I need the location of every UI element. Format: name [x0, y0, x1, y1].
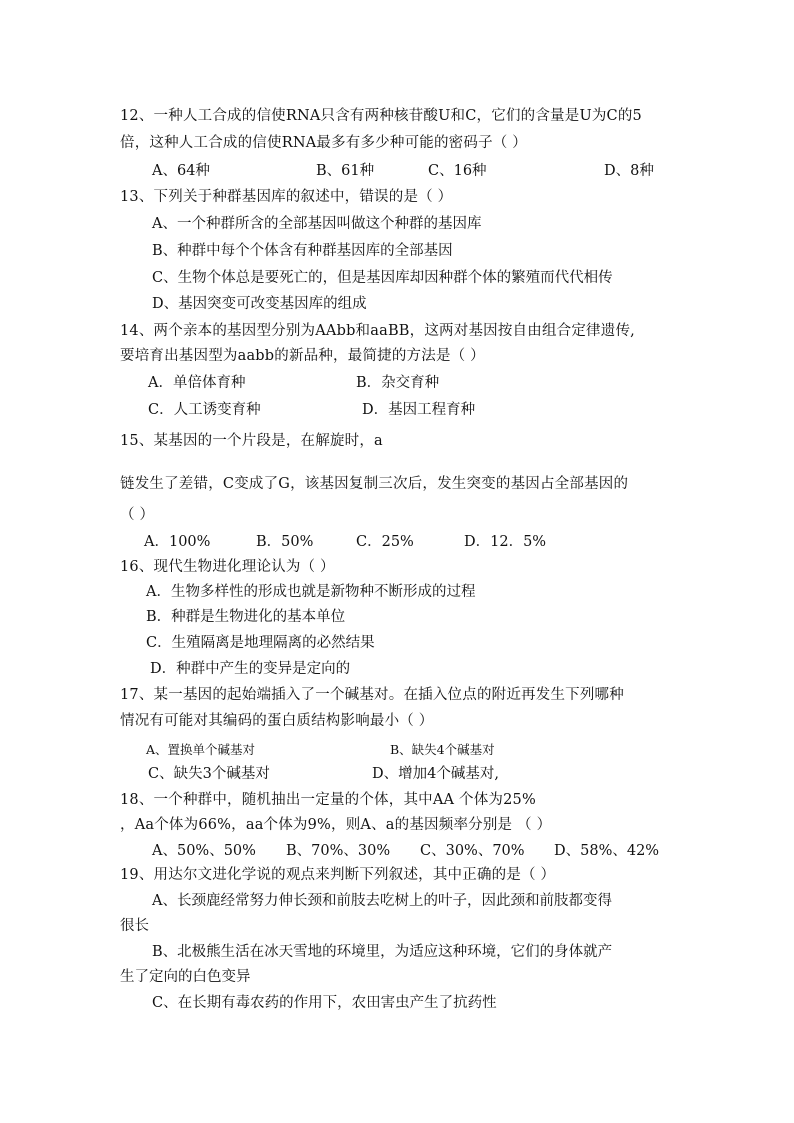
- q18-line1: 18、一个种群中，随机抽出一定量的个体，其中AA 个体为25%: [120, 792, 536, 808]
- q12-option-c: C、16种: [428, 163, 487, 179]
- q19-stem: 19、用达尔文进化学说的观点来判断下列叙述，其中正确的是（ ）: [120, 867, 556, 883]
- q12-option-b: B、61种: [316, 163, 375, 179]
- q15-option-a: A．100%: [144, 534, 211, 550]
- q18-option-d: D、58%、42%: [554, 843, 660, 859]
- q17-option-c: C、缺失3个碱基对: [148, 766, 270, 782]
- q18-option-b: B、70%、30%: [286, 843, 391, 859]
- q17-option-a: A、置换单个碱基对: [146, 742, 256, 757]
- q16-option-d: D．种群中产生的变异是定向的: [150, 661, 351, 677]
- q12-option-a: A、64种: [152, 163, 210, 179]
- q12-line1: 12、一种人工合成的信使RNA只含有两种核苷酸U和C，它们的含量是U为C的5: [120, 108, 642, 124]
- q14-line1: 14、两个亲本的基因型分别为AAbb和aaBB，这两对基因按自由组合定律遗传,: [120, 323, 635, 339]
- q18-option-c: C、30%、70%: [420, 843, 525, 859]
- q15-line1: 15、某基因的一个片段是，在解旋时，a: [120, 433, 383, 449]
- q13-option-c: C、生物个体总是要死亡的，但是基因库却因种群个体的繁殖而代代相传: [152, 270, 613, 286]
- q16-option-c: C．生殖隔离是地理隔离的必然结果: [146, 635, 375, 651]
- q19-option-b-line1: B、北极熊生活在冰天雪地的环境里，为适应这种环境，它们的身体就产: [152, 944, 613, 960]
- q13-option-b: B、种群中每个个体含有种群基因库的全部基因: [152, 243, 453, 259]
- q16-option-a: A．生物多样性的形成也就是新物种不断形成的过程: [146, 584, 476, 600]
- q19-option-a-line2: 很长: [120, 918, 149, 934]
- q17-line2: 情况有可能对其编码的蛋白质结构影响最小（ ）: [120, 713, 434, 729]
- q13-option-d: D、基因突变可改变基因库的组成: [152, 296, 367, 312]
- q16-option-b: B．种群是生物进化的基本单位: [146, 609, 346, 625]
- q12-line2: 倍，这种人工合成的信使RNA最多有多少种可能的密码子（ ）: [120, 135, 527, 151]
- q18-option-a: A、50%、50%: [152, 843, 256, 859]
- q15-option-d: D．12．5%: [464, 534, 547, 550]
- q19-option-c: C、在长期有毒农药的作用下，农田害虫产生了抗药性: [152, 995, 497, 1011]
- q12-option-d: D、8种: [604, 163, 654, 179]
- q14-line2: 要培育出基因型为aabb的新品种，最简捷的方法是（ ）: [120, 348, 485, 364]
- q16-stem: 16、现代生物进化理论认为（ ）: [120, 559, 335, 575]
- q14-option-a: A．单倍体育种: [148, 375, 246, 391]
- q17-line1: 17、某一基因的起始端插入了一个碱基对。在插入位点的附近再发生下列哪种: [120, 687, 624, 703]
- q13-stem: 13、下列关于种群基因库的叙述中，错误的是（ ）: [120, 189, 453, 205]
- q15-line2: 链发生了差错，C变成了G，该基因复制三次后，发生突变的基因占全部基因的: [120, 476, 629, 492]
- q14-option-c: C．人工诱变育种: [148, 402, 261, 418]
- q14-option-b: B．杂交育种: [356, 375, 440, 391]
- q15-option-b: B．50%: [256, 534, 314, 550]
- q15-option-c: C．25%: [356, 534, 414, 550]
- q13-option-a: A、一个种群所含的全部基因叫做这个种群的基因库: [152, 216, 482, 232]
- q15-line3: （ ）: [120, 507, 155, 523]
- q18-line2: ，Aa个体为66%，aa个体为9%，则A、a的基因频率分别是 （ ）: [120, 817, 552, 833]
- q14-option-d: D．基因工程育种: [362, 402, 476, 418]
- q17-option-b: B、缺失4个碱基对: [390, 742, 495, 757]
- q19-option-b-line2: 生了定向的白色变异: [120, 969, 251, 985]
- q19-option-a-line1: A、长颈鹿经常努力伸长颈和前肢去吃树上的叶子，因此颈和前肢都变得: [152, 893, 612, 909]
- q17-option-d: D、增加4个碱基对,: [372, 766, 499, 782]
